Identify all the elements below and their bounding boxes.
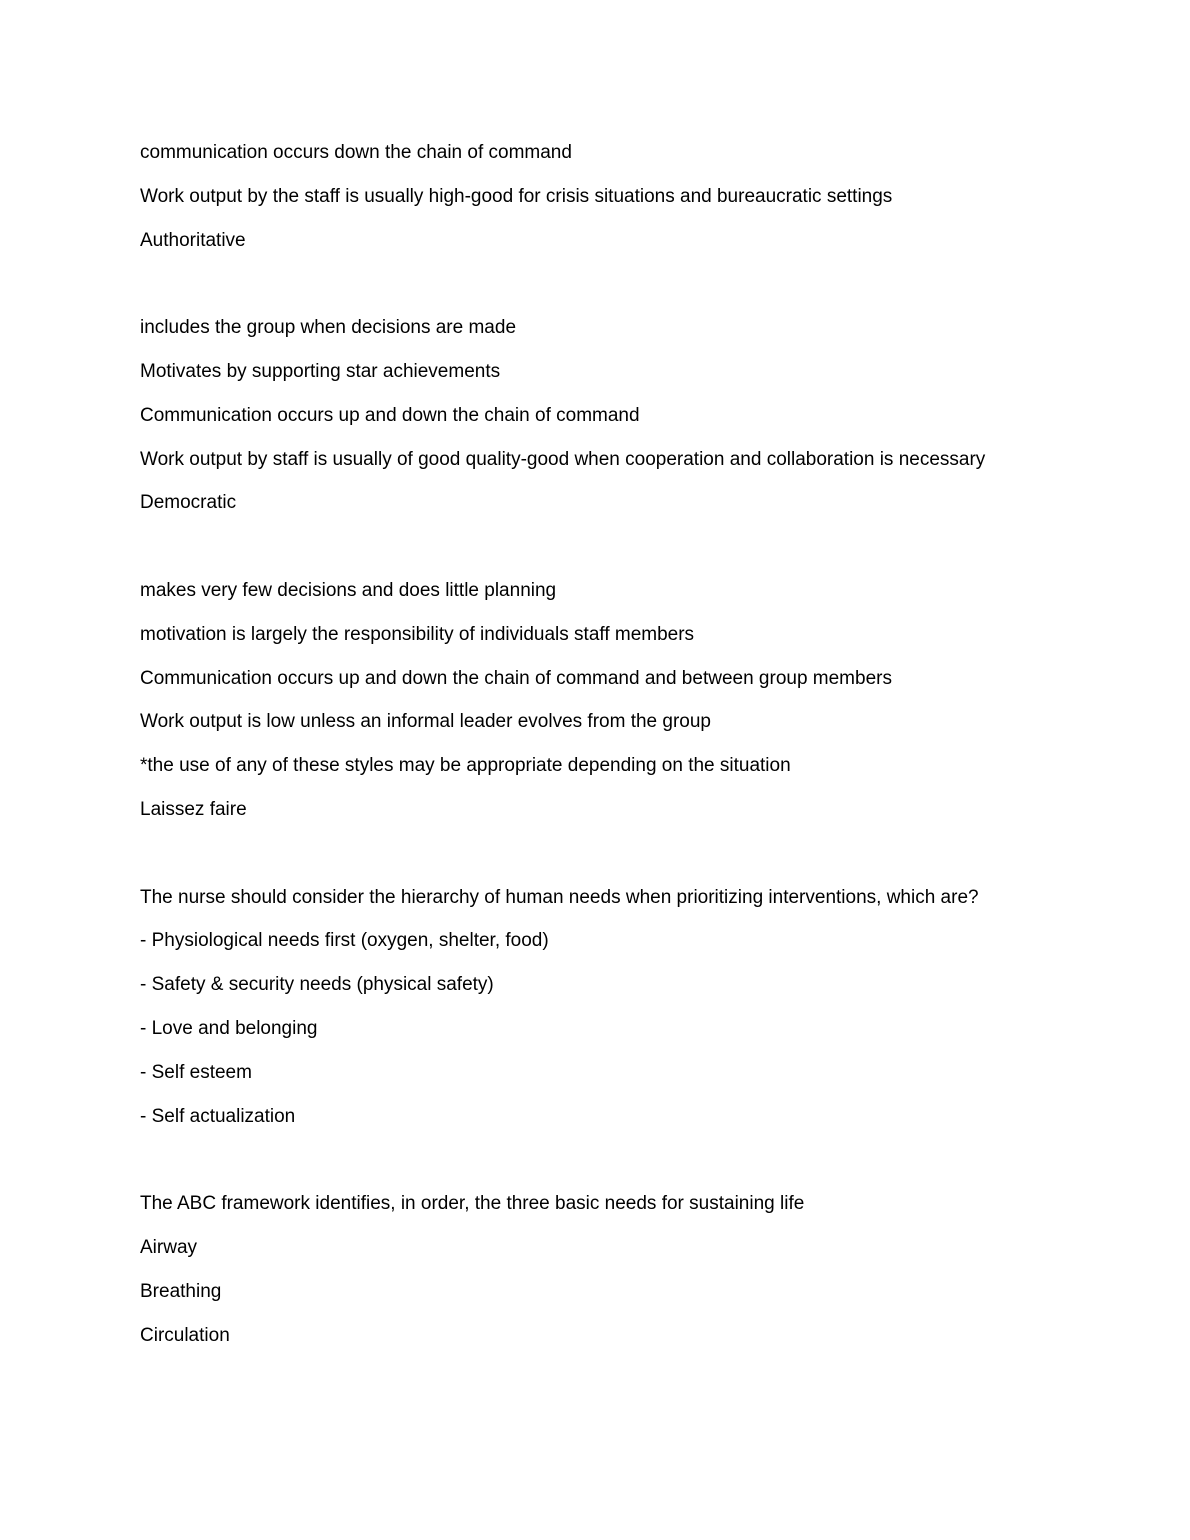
- text-line: Work output by staff is usually of good quality-good when cooperation and collaboration is necessary: [140, 448, 986, 470]
- blank-line: [140, 270, 1120, 314]
- text-line: motivation is largely the responsibility of individuals staff members: [140, 623, 695, 645]
- text-line: Laissez faire: [140, 798, 247, 820]
- text-line: Authoritative: [140, 229, 246, 251]
- list-item: - Love and belonging: [140, 1017, 318, 1039]
- text-line: Work output by the staff is usually high-good for crisis situations and bureaucratic settings: [140, 185, 893, 207]
- list-item: - Self esteem: [140, 1061, 252, 1083]
- text-line: Communication occurs up and down the chain of command: [140, 404, 640, 426]
- text-line: *the use of any of these styles may be appropriate depending on the situation: [140, 755, 791, 777]
- blank-line: [140, 840, 1120, 884]
- text-line: Work output is low unless an informal leader evolves from the group: [140, 711, 711, 733]
- list-item: - Safety & security needs (physical safety): [140, 974, 494, 996]
- document-body: [140, 139, 1120, 1365]
- list-item: - Physiological needs first (oxygen, shelter, food): [140, 930, 549, 952]
- text-line: The ABC framework identifies, in order, the three basic needs for sustaining life: [140, 1193, 805, 1215]
- text-line: Communication occurs up and down the chain of command and between group members: [140, 667, 892, 689]
- blank-line: [140, 533, 1120, 577]
- text-line: communication occurs down the chain of command: [140, 142, 572, 163]
- text-line: includes the group when decisions are made: [140, 317, 517, 339]
- text-line: Motivates by supporting star achievements: [140, 360, 501, 382]
- text-line: Democratic: [140, 492, 237, 514]
- text-line: Breathing: [140, 1280, 222, 1302]
- blank-line: [140, 1146, 1120, 1190]
- text-line: Airway: [140, 1236, 198, 1258]
- text-line: The nurse should consider the hierarchy of human needs when prioritizing interventions, which are?: [140, 886, 979, 908]
- text-line: Circulation: [140, 1324, 230, 1346]
- list-item: - Self actualization: [140, 1105, 296, 1127]
- text-line: makes very few decisions and does little planning: [140, 579, 557, 601]
